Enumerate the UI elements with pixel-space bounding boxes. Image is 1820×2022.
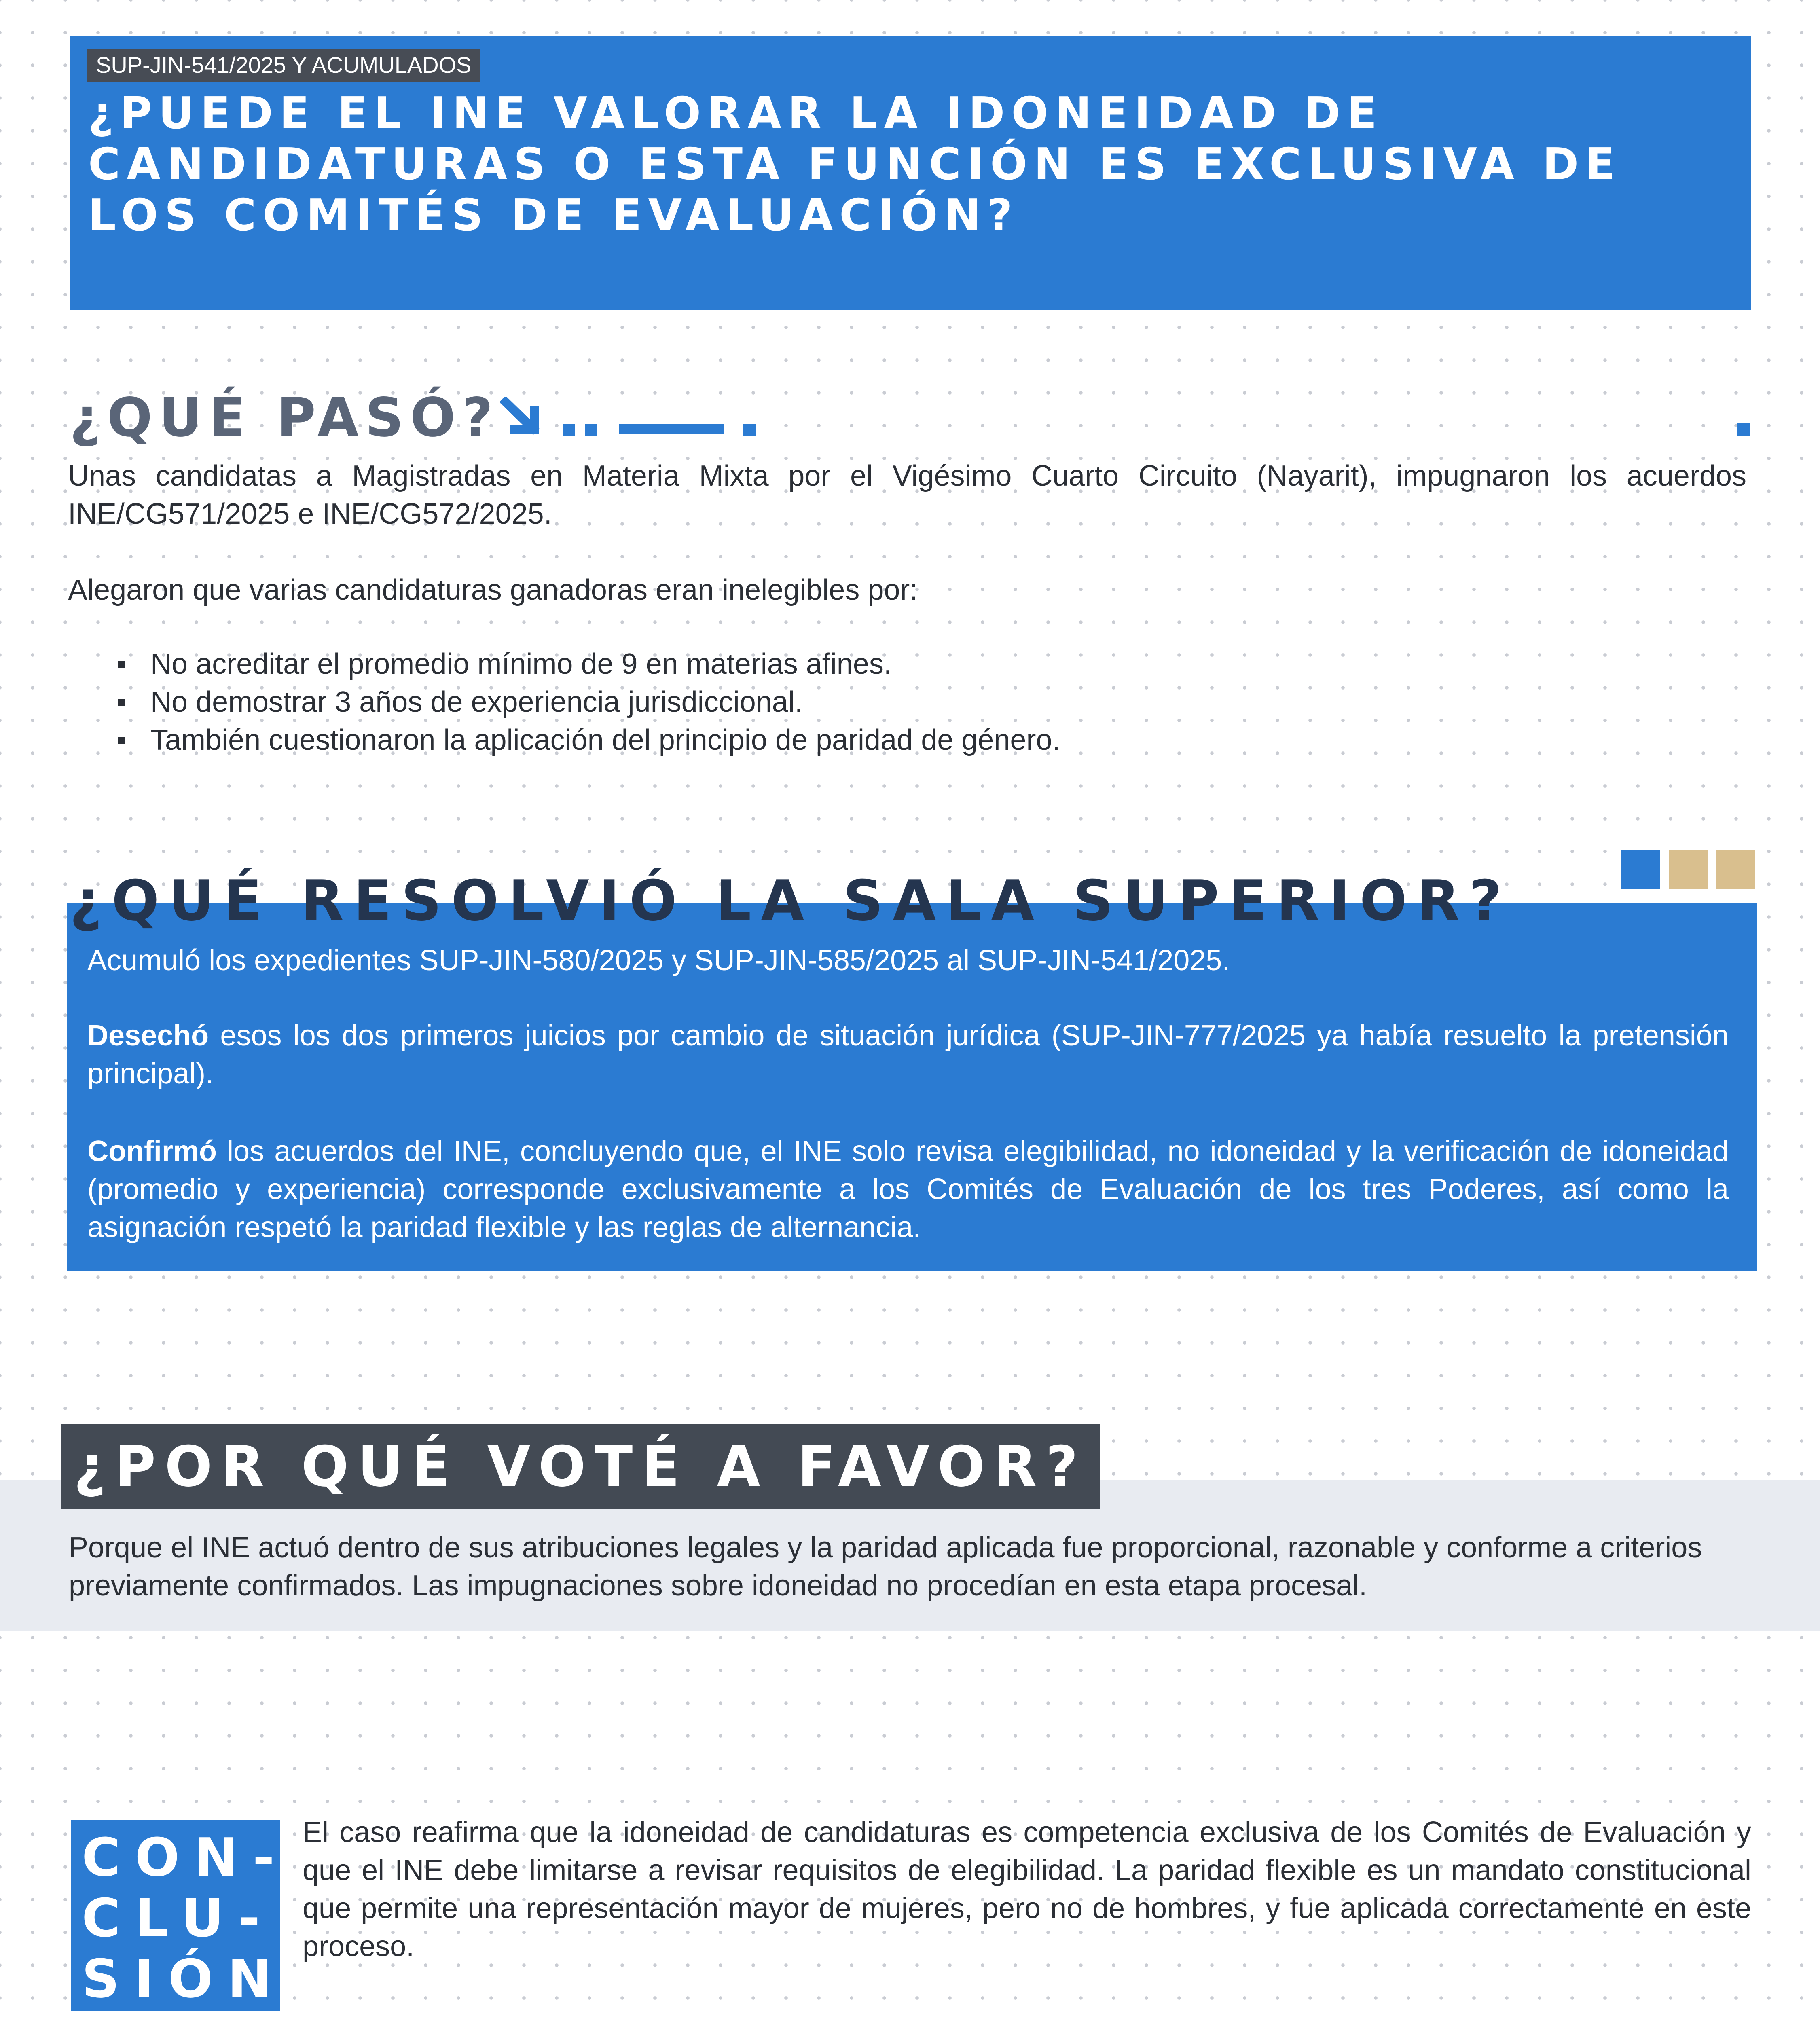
list-item: No demostrar 3 años de experiencia jurisdiccional. — [118, 683, 1695, 721]
bullet-icon — [118, 737, 125, 744]
decorative-square — [743, 424, 756, 436]
case-number-tag: SUP-JIN-541/2025 Y ACUMULADOS — [87, 49, 480, 82]
conclusion-paragraph: El caso reafirma que la idoneidad de candidaturas es competencia exclusiva de los Comités de Evaluación y que el INE debe limitarse a revisar requisitos de elegibilidad. La paridad flexible es un mandato constitucional que permite una representación mayor de mujeres, pero no de hombres, y fue aplicada correctamente en este proceso. — [303, 1816, 1751, 1963]
resolution-paragraph-confirmed: Confirmó los acuerdos del INE, concluyendo que, el INE solo revisa elegibilidad, no idoneidad y la verificación de idoneidad (promedio y experiencia) corresponde exclusivamente a los Comités de Evaluación de los tres Poderes, así como la asignación respetó la paridad flexible y las reglas de alternancia. — [87, 1135, 1729, 1244]
bullet-icon — [118, 661, 125, 668]
vote-heading: ¿POR QUÉ VOTÉ A FAVOR? — [74, 1434, 1087, 1499]
arrow-down-right-icon — [500, 397, 543, 438]
allegations-intro: Alegaron que varias candidaturas ganadoras eran inelegibles por: — [68, 574, 918, 606]
decorative-square — [563, 424, 575, 436]
decorative-square — [1737, 423, 1750, 436]
allegations-list — [118, 645, 1695, 759]
decorative-square — [585, 424, 597, 436]
decorative-square-tan — [1669, 850, 1708, 889]
list-item: También cuestionaron la aplicación del principio de paridad de género. — [118, 721, 1695, 759]
what-happened-paragraph: Unas candidatas a Magistradas en Materia Mixta por el Vigésimo Cuarto Circuito (Nayarit), impugnaron los acuerdos INE/CG571/2025 e INE/CG572/2025. — [68, 460, 1746, 530]
what-happened-heading: ¿QUÉ PASÓ? — [70, 387, 499, 449]
decorative-square-blue — [1621, 850, 1660, 889]
vote-paragraph: Porque el INE actuó dentro de sus atribuciones legales y la paridad aplicada fue proporcional, razonable y conforme a criterios previamente confirmados. Las impugnaciones sobre idoneidad no procedían en esta etapa procesal. — [69, 1531, 1702, 1602]
vote-heading-box — [61, 1424, 1100, 1509]
conclusion-label: CON- CLU- SIÓN — [71, 1820, 280, 2011]
list-item: No acreditar el promedio mínimo de 9 en materias afines. — [118, 645, 1695, 683]
resolution-paragraph-dismissed: Desechó esos los dos primeros juicios por cambio de situación jurídica (SUP-JIN-777/2025 ya había resuelto la pretensión principal). — [87, 1019, 1729, 1090]
page-title: ¿PUEDE EL INE VALORAR LA IDONEIDAD DE CANDIDATURAS O ESTA FUNCIÓN ES EXCLUSIVA DE LOS COMITÉS DE EVALUACIÓN? — [88, 88, 1622, 241]
resolution-heading: ¿QUÉ RESOLVIÓ LA SALA SUPERIOR? — [70, 868, 1512, 933]
bullet-icon — [118, 699, 125, 706]
resolution-paragraph-accumulated: Acumuló los expedientes SUP-JIN-580/2025 y SUP-JIN-585/2025 al SUP-JIN-541/2025. — [87, 944, 1230, 977]
decorative-square-tan — [1716, 850, 1755, 889]
decorative-dash — [619, 424, 724, 434]
